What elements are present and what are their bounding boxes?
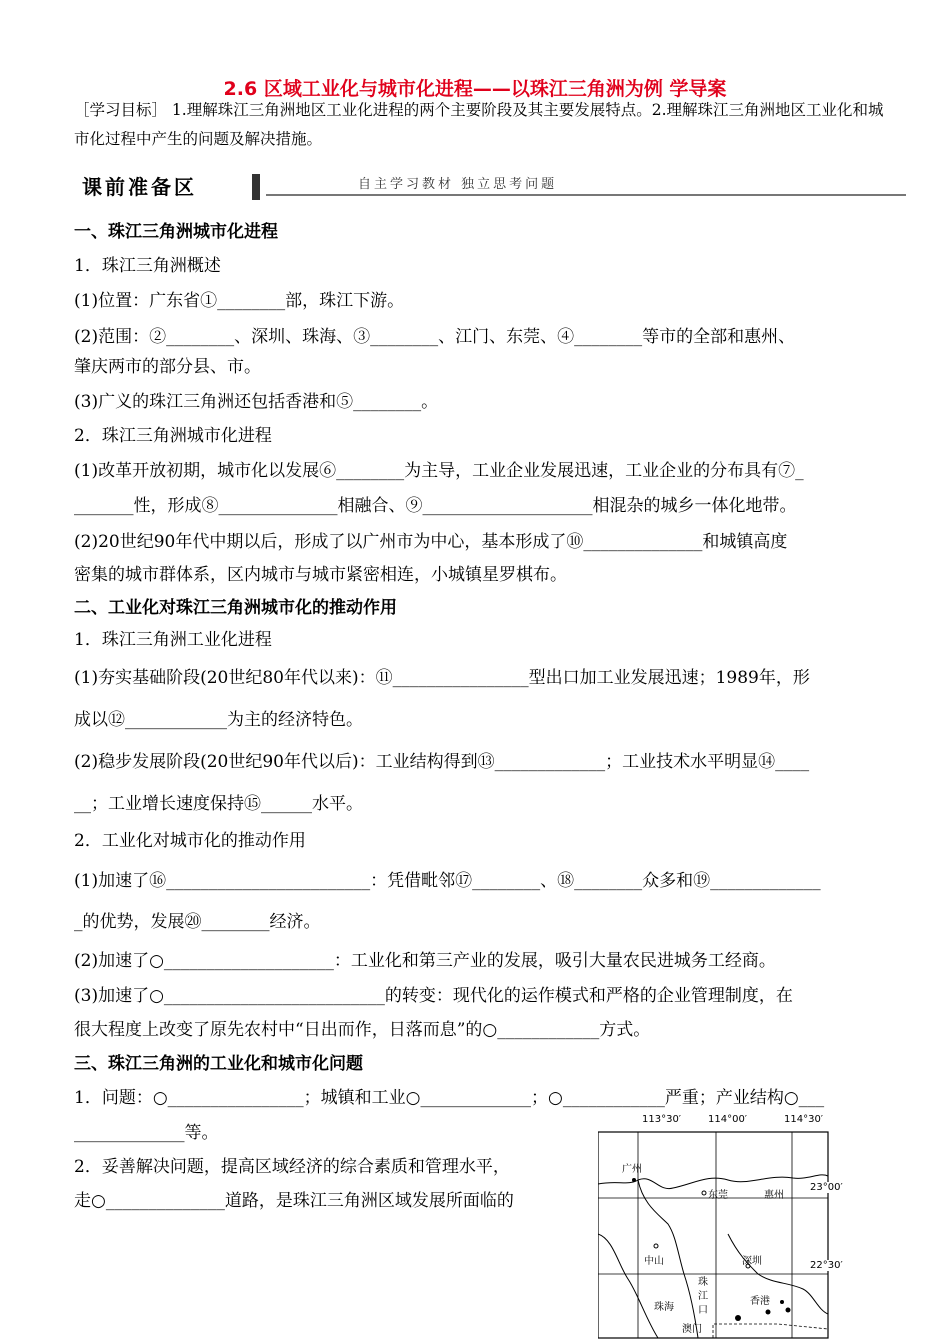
text-line: (3)广义的珠江三角洲还包括香港和⑤________。: [74, 392, 439, 412]
text-line: (2)加速了○____________________：工业化和第三产业的发展，吸引大量农民进城务工经商。: [74, 951, 776, 971]
section-banner: [76, 174, 906, 200]
lon-label: 114°00′: [708, 1114, 748, 1125]
heading-2: 二、工业化对珠江三角洲城市化的推动作用: [74, 598, 397, 618]
place-label: 广州: [622, 1164, 642, 1175]
text-line: _______性，形成⑧______________相融合、⑨____________________相混杂的城乡一体化地带。: [74, 496, 797, 516]
banner-bar: [252, 174, 260, 200]
text-line: (3)加速了○__________________________的转变：现代化的运作模式和严格的企业管理制度，在: [74, 986, 793, 1006]
text-line: 很大程度上改变了原先农村中“日出而作，日落而息”的○____________方式。: [74, 1020, 651, 1040]
text-line: (1)改革开放初期，城市化以发展⑥________为主导，工业企业发展迅速，工业企业的分布具有⑦_: [74, 461, 804, 481]
text-line: (1)加速了⑯________________________：凭借毗邻⑰________、⑱________众多和⑲_____________: [74, 871, 821, 891]
place-label: 中山: [644, 1256, 664, 1267]
heading-3: 三、珠江三角洲的工业化和城市化问题: [74, 1054, 363, 1074]
text-line: 1．珠江三角洲工业化进程: [74, 630, 272, 650]
learning-goals: ［学习目标］ 1.理解珠江三角洲地区工业化进程的两个主要阶段及其主要发展特点。2.理解珠江三角洲地区工业化和城市化过程中产生的问题及解决措施。: [74, 101, 884, 148]
text-line: (2)范围：②________、深圳、珠海、③________、江门、东莞、④________等市的全部和惠州、: [74, 327, 796, 347]
banner-subtitle: 自主学习教材 独立思考问题: [358, 177, 558, 192]
text-line: _的优势，发展⑳________经济。: [74, 912, 321, 932]
place-label: 深圳: [742, 1256, 762, 1267]
text-line: 1．珠江三角洲概述: [74, 256, 221, 276]
place-label: 珠海: [654, 1302, 674, 1313]
place-label: 惠州: [764, 1190, 784, 1201]
text-line: _____________等。: [74, 1123, 219, 1143]
text-line: (2)20世纪90年代中期以后，形成了以广州市为中心，基本形成了⑩______________和城镇高度: [74, 532, 788, 552]
prd-map: [598, 1114, 843, 1340]
heading-1: 一、珠江三角洲城市化进程: [74, 222, 278, 242]
text-line: (1)夯实基础阶段(20世纪80年代以来)：⑪________________型出口加工业发展迅速；1989年，形: [74, 668, 810, 688]
lon-label: 114°30′: [784, 1114, 824, 1125]
text-line: 成以⑫____________为主的经济特色。: [74, 710, 363, 730]
text-line: 走○______________道路，是珠江三角洲区域发展所面临的: [74, 1191, 514, 1211]
text-line: 2．珠江三角洲城市化进程: [74, 426, 272, 446]
banner-rule: [266, 194, 906, 196]
lat-label: 22°30′: [810, 1260, 843, 1271]
lat-label: 23°00′: [810, 1182, 843, 1193]
text-line: (2)稳步发展阶段(20世纪90年代以后)：工业结构得到⑬_____________；工业技术水平明显⑭____: [74, 752, 810, 772]
text-line: 2．工业化对城市化的推动作用: [74, 831, 306, 851]
text-line: 1．问题：○________________；城镇和工业○_____________；○____________严重；产业结构○___: [74, 1088, 825, 1108]
place-label: 澳门: [682, 1324, 702, 1335]
text-line: __；工业增长速度保持⑮______水平。: [74, 794, 363, 814]
banner-title: 课前准备区: [82, 175, 197, 199]
text-line: 密集的城市群体系，区内城市与城市紧密相连，小城镇星罗棋布。: [74, 565, 567, 585]
place-label: 东莞: [708, 1190, 728, 1201]
text-line: 2．妥善解决问题，提高区域经济的综合素质和管理水平，: [74, 1157, 510, 1177]
text-line: 肇庆两市的部分县、市。: [74, 357, 261, 377]
place-label: 香港: [750, 1296, 770, 1307]
place-label: 珠江口: [698, 1277, 708, 1316]
text-line: (1)位置：广东省①________部，珠江下游。: [74, 291, 405, 311]
document-title: 2.6 区域工业化与城市化进程——以珠江三角洲为例 学导案: [223, 78, 727, 100]
lon-label: 113°30′: [642, 1114, 682, 1125]
